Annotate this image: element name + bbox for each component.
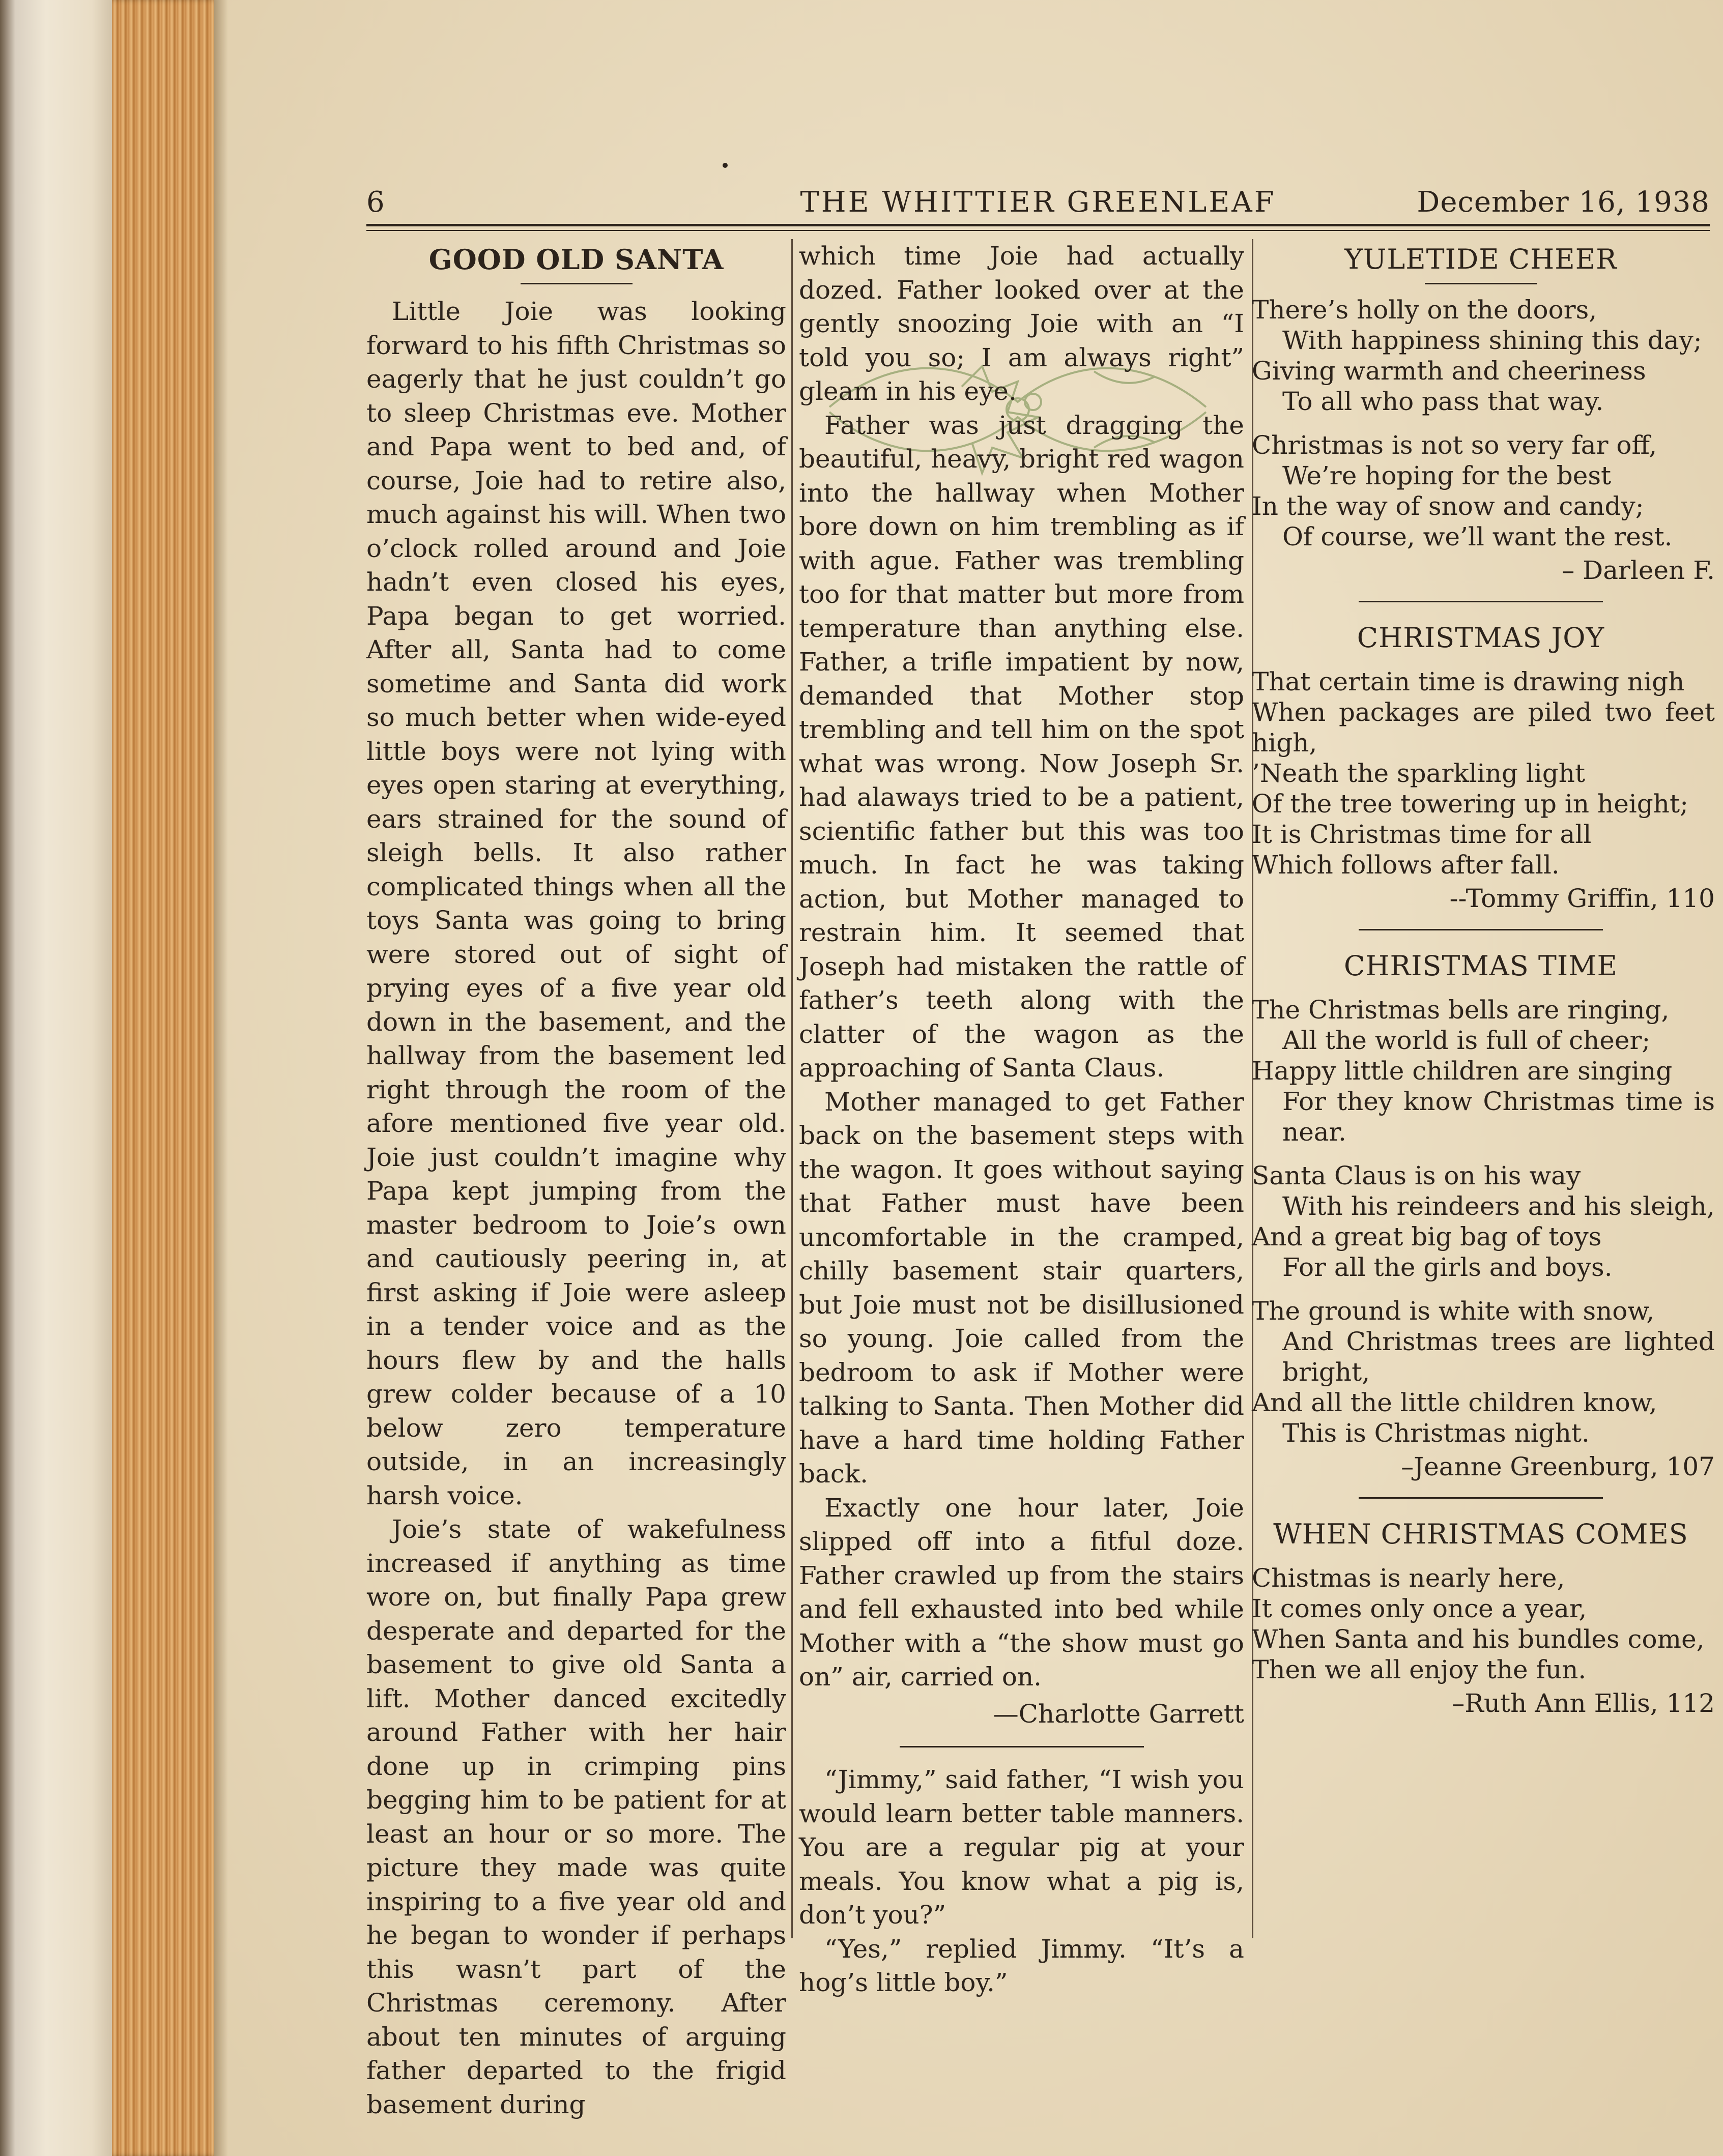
story-author: —Charlotte Garrett: [993, 1699, 1244, 1729]
poem-line: Of course, we’ll want the rest.: [1282, 522, 1673, 551]
poem-line: Giving warmth and cheeriness: [1252, 356, 1646, 386]
section-rule: [900, 1746, 1144, 1747]
section-rule: [1359, 1497, 1603, 1499]
header-rule-thin: [366, 230, 1710, 231]
poem-line: In the way of snow and candy;: [1252, 491, 1644, 521]
page-number: 6: [366, 186, 385, 219]
story-paragraph-4: Father was just dragging the beautiful, heavy, bright red wagon into the hallway when Mother bore down on him trembling as if with ague. Father was trembling too for that matter but more from temperature than anything else. Father, a trifle impatient by now, demanded that Mother stop trembling and tell him on the spot what was wrong. Now Joseph Sr. had alaways tried to be a patient, scientific father but this was too much. In fact he was taking action, but Mother managed to restrain him. It seemed that Joseph had mistaken the rattle of father’s teeth along with the clatter of the wagon as the approaching of Santa Claus.: [799, 410, 1244, 1083]
poem-line: This is Christmas night.: [1282, 1418, 1590, 1448]
title-rule: [1425, 283, 1537, 284]
poem-line: There’s holly on the doors,: [1252, 295, 1597, 325]
book-binding: [0, 0, 122, 2156]
poem-line: The Christmas bells are ringing,: [1252, 995, 1670, 1025]
section-rule: [1359, 929, 1603, 930]
poem-stanza: [1252, 430, 1715, 586]
poems-column: [1247, 239, 1715, 1933]
poem-title-when-christmas-comes: WHEN CHRISTMAS COMES: [1273, 1518, 1688, 1550]
poem-line: Which follows after fall.: [1252, 850, 1560, 880]
poem-title-yuletide-cheer: YULETIDE CHEER: [1344, 243, 1617, 275]
masthead-title: THE WHITTIER GREENLEAF: [800, 186, 1276, 219]
joke-line-1: “Jimmy,” said father, “I wish you would learn better table manners. You are a regular pig at your meals. You know what a pig is, don’t you?”: [799, 1765, 1244, 1930]
poem-line: Santa Claus is on his way: [1252, 1161, 1581, 1190]
poem-stanza: [1252, 295, 1715, 417]
poem-line: Christmas is not so very far off,: [1252, 430, 1657, 460]
story-column-2: [799, 239, 1244, 1997]
poem-line: Then we all enjoy the fun.: [1252, 1655, 1587, 1684]
poem-line: All the world is full of cheer;: [1282, 1026, 1651, 1055]
ink-dot: [723, 163, 728, 168]
poem-author: –Jeanne Greenburg, 107: [1401, 1452, 1715, 1481]
poem-author: – Darleen F.: [1562, 556, 1715, 585]
poem-line: With his reindeers and his sleigh,: [1282, 1191, 1715, 1221]
poem-title-christmas-time: CHRISTMAS TIME: [1344, 950, 1618, 982]
story-paragraph-2: Joie’s state of wakefulness increased if anything as time wore on, but finally Papa grew desperate and departed for the basement to give old Santa a lift. Mother danced excitedly around Father with her hair done up in crimping pins begging him to be patient for at least an hour or so more. The picture they made was quite inspiring to a five year old and he began to wonder if perhaps this wasn’t part of the Christmas ceremony. After about ten minutes of arguing father departed to the frigid basement during: [366, 1514, 786, 2119]
poem-line: And a great big bag of toys: [1252, 1222, 1602, 1251]
poem-stanza: [1252, 995, 1715, 1147]
poem-line: Chistmas is nearly here,: [1252, 1563, 1565, 1593]
poem-author: –Ruth Ann Ellis, 112: [1452, 1688, 1715, 1718]
story-column-1: [366, 239, 786, 2119]
poem-line: For they know Christmas time is near.: [1282, 1087, 1715, 1147]
newspaper-page: [214, 0, 1723, 2156]
poem-author: --Tommy Griffin, 110: [1449, 884, 1715, 913]
poem-line: That certain time is drawing nigh: [1252, 667, 1685, 696]
joke-line-2: “Yes,” replied Jimmy. “It’s a hog’s little boy.”: [799, 1934, 1244, 1997]
poem-stanza: [1252, 1296, 1715, 1482]
story-paragraph-6: Exactly one hour later, Joie slipped off into a fitful doze. Father crawled up from the stairs and fell exhausted into bed while Mother with a “the show must go on” air, carried on.: [799, 1493, 1244, 1692]
poem-stanza: [1252, 1563, 1715, 1718]
poem-line: With happiness shining this day;: [1282, 326, 1702, 355]
story-paragraph-5: Mother managed to get Father back on the basement steps with the wagon. It goes without saying that Father must have been uncomfortable in the cramped, chilly basement stair quarters, but Joie must not be disillusioned so young. Joie called from the bedroom to ask if Mother were talking to Santa. Then Mother did have a hard time holding Father back.: [799, 1087, 1244, 1489]
title-rule: [521, 283, 633, 284]
poem-line: The ground is white with snow,: [1252, 1296, 1655, 1326]
poem-title-christmas-joy: CHRISTMAS JOY: [1357, 622, 1605, 654]
poem-line: For all the girls and boys.: [1282, 1252, 1613, 1282]
story-title: GOOD OLD SANTA: [428, 243, 724, 276]
poem-line: And all the little children know,: [1252, 1388, 1657, 1417]
poem-line: It comes only once a year,: [1252, 1594, 1587, 1623]
header-rule: [366, 224, 1710, 226]
poem-line: To all who pass that way.: [1282, 387, 1604, 416]
poem-line: And Christmas trees are lighted bright,: [1282, 1327, 1715, 1387]
issue-date: December 16, 1938: [1417, 186, 1710, 219]
page-edges: [112, 0, 224, 2156]
page-header: [366, 173, 1710, 224]
poem-line: Happy little children are singing: [1252, 1056, 1673, 1086]
poem-line: We’re hoping for the best: [1282, 461, 1612, 490]
story-paragraph-1: Little Joie was looking forward to his fifth Christmas so eagerly that he just couldn’t go to sleep Christmas eve. Mother and Papa went to bed and, of course, Joie had to retire also, much against his will. When two o’clock rolled around and Joie hadn’t even closed his eyes, Papa began to get worried. After all, Santa had to come sometime and Santa did work so much better when wide-eyed little boys were not lying with eyes open staring at everything, ears strained for the sound of sleigh bells. It also rather complicated things when all the toys Santa was going to bring were stored out of sight of prying eyes of a five year old down in the basement, and the hallway from the basement led right through the room of the afore mentioned five year old. Joie just couldn’t imagine why Papa kept jumping from the master bedroom to Joie’s own and cautiously peering in, at first asking if Joie were asleep in a tender voice and as the hours flew by and the halls grew colder because of a 10 below zero temperature outside, in an increasingly harsh voice.: [366, 297, 786, 1510]
poem-line: When Santa and his bundles come,: [1252, 1624, 1705, 1654]
poem-line: It is Christmas time for all: [1252, 820, 1592, 849]
poem-line: ’Neath the sparkling light: [1252, 759, 1586, 788]
poem-stanza: [1252, 666, 1715, 914]
column-divider: [791, 239, 793, 1938]
section-rule: [1359, 601, 1603, 602]
story-paragraph-3: which time Joie had actually dozed. Father looked over at the gently snoozing Joie with an “I told you so; I am always right” gleam in his eye.: [799, 241, 1244, 406]
poem-stanza: [1252, 1160, 1715, 1283]
poem-line: Of the tree towering up in height;: [1252, 789, 1688, 819]
poem-line: When packages are piled two feet high,: [1252, 697, 1715, 757]
